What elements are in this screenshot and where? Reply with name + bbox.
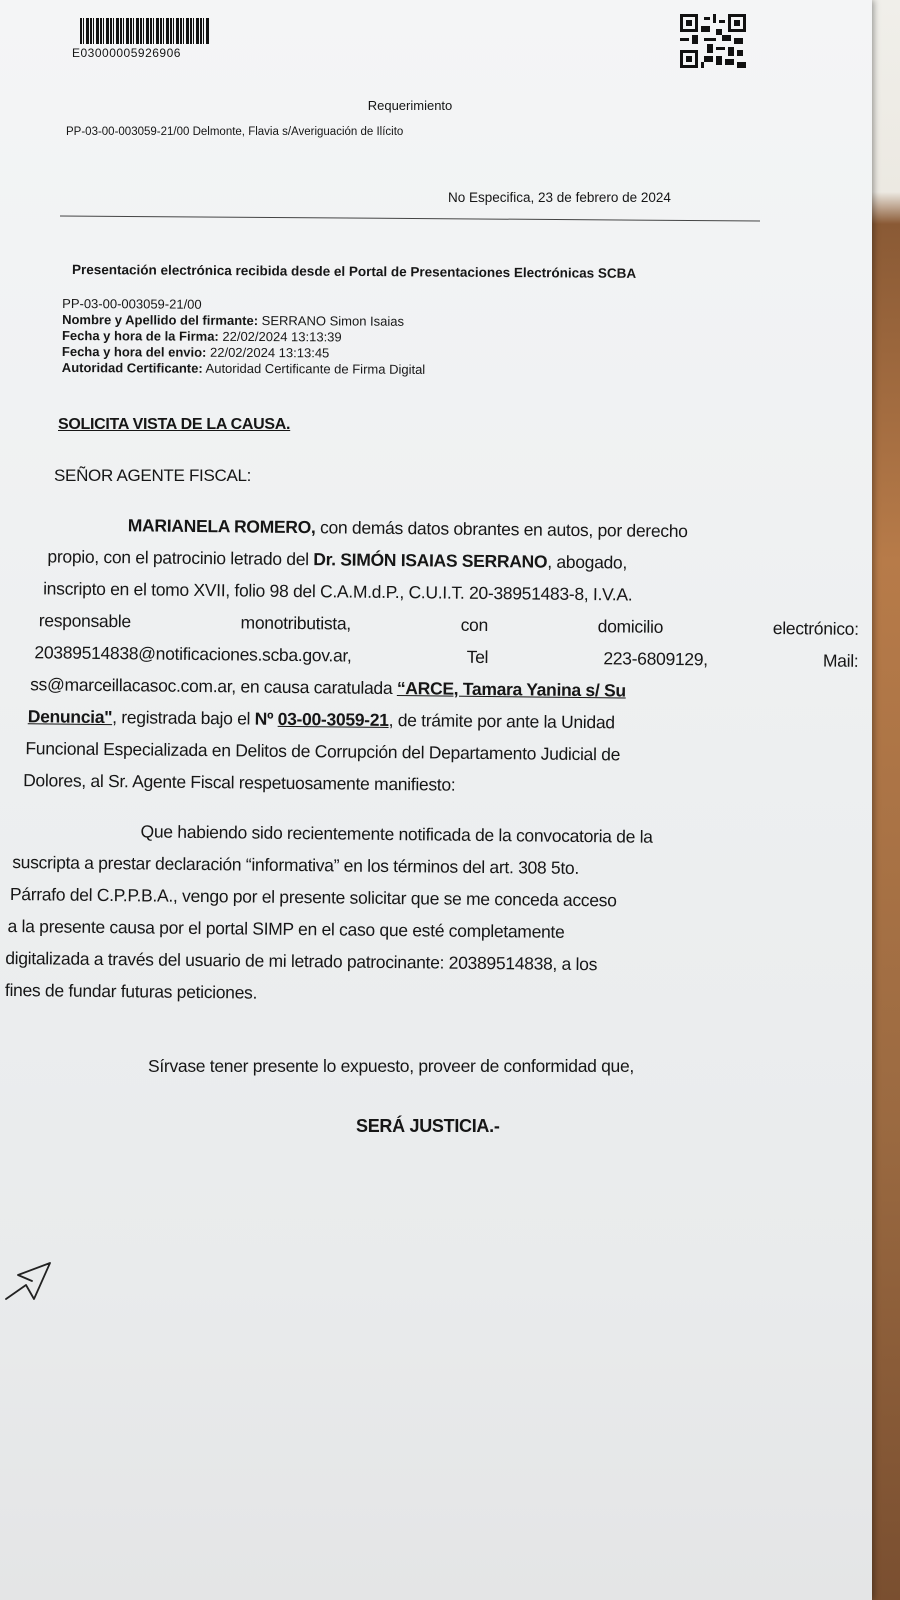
case-caption: “ARCE, Tamara Yanina s/ Su (396, 678, 626, 701)
body-word: electrónico: (772, 617, 859, 639)
authority-row (62, 360, 425, 378)
send-date-label: Fecha y hora del envio: (61, 343, 207, 360)
body-text: propio, con el patrocinio letrado del (47, 546, 314, 570)
sign-date-value: 22/02/2024 13:13:39 (218, 328, 342, 345)
body-line: inscripto en el tomo XVII, folio 98 del C.A.M.d.P., C.U.I.T. 20-38951483-8, I.V.A. (43, 578, 633, 605)
body-text: con demás datos obrantes en autos, por derecho (315, 517, 688, 542)
body-word: responsable (38, 610, 131, 632)
body-text: ss@marceillacasoc.com.ar, en causa caratulada (30, 674, 398, 699)
body-line: suscripta a prestar declaración “informativa” en los términos del art. 308 5to. (12, 852, 580, 878)
body-line: Que habiendo sido recientemente notificada de la convocatoria de la (140, 821, 653, 847)
portal-heading: Presentación electrónica recibida desde el Portal de Presentaciones Electrónicas SCBA (71, 262, 637, 281)
case-caption-end: Denuncia" (27, 706, 113, 728)
case-number: 03-00-3059-21 (277, 708, 389, 730)
requester-name: MARIANELA ROMERO, (127, 515, 316, 538)
body-word: con (460, 614, 489, 636)
body-word: monotributista, (240, 612, 351, 634)
closing-sentence: Sírvase tener presente lo expuesto, proveer de conformidad que, (148, 1056, 634, 1076)
document-date: No Especifica, 23 de febrero de 2024 (448, 190, 671, 205)
phone-number: 223-6809129, (603, 648, 708, 670)
send-date-value: 22/02/2024 13:13:45 (206, 344, 330, 361)
sign-date-row (62, 328, 425, 346)
barcode-number: E03000005926906 (72, 46, 181, 60)
salutation: SEÑOR AGENTE FISCAL: (54, 466, 252, 485)
signature-metadata (62, 296, 426, 378)
sign-date-label: Fecha y hora de la Firma: (61, 328, 219, 344)
underlying-page (870, 0, 900, 1600)
case-id: PP-03-00-003059-21/00 (62, 296, 202, 312)
body-line: Funcional Especializada en Delitos de Corrupción del Departamento Judicial de (25, 738, 621, 765)
divider (60, 216, 760, 222)
email-address: 20389514838@notificaciones.scba.gov.ar, (34, 642, 352, 666)
send-date-row (62, 344, 425, 362)
body-text: , abogado, (547, 551, 628, 573)
signer-row (62, 312, 425, 330)
body-line: Dolores, al Sr. Agente Fiscal respetuosamente manifiesto: (23, 770, 456, 795)
signer-label: Nombre y Apellido del firmante: (62, 312, 259, 329)
case-reference: PP-03-00-003059-21/00 Delmonte, Flavia s/Averiguación de Ilícito (66, 126, 404, 138)
body-line: Párrafo del C.P.P.B.A., vengo por el presente solicitar que se me conceda acceso (9, 884, 617, 911)
document-type-title: Requerimiento (367, 98, 453, 113)
lawyer-name: Dr. SIMÓN ISAIAS SERRANO (313, 549, 548, 572)
body-text: , de trámite por ante la Unidad (388, 709, 615, 733)
authority-label: Autoridad Certificante: (61, 359, 203, 376)
qr-code-icon (680, 14, 746, 68)
body-line: a la presente causa por el portal SIMP en el caso que esté completamente (7, 915, 565, 942)
body-word: Tel (466, 646, 489, 668)
signer-value: SERRANO Simon Isaias (258, 313, 405, 329)
body-text: , registrada bajo el (112, 707, 255, 729)
signature-mark-icon (4, 1255, 64, 1315)
barcode-icon (80, 18, 210, 44)
authority-value: Autoridad Certificante de Firma Digital (202, 360, 426, 377)
body-line: fines de fundar futuras peticiones. (4, 979, 258, 1003)
body-word: domicilio (597, 616, 664, 637)
closing-formula: SERÁ JUSTICIA.- (356, 1116, 500, 1136)
body-word: Mail: (822, 650, 859, 671)
letter-body (5, 508, 860, 1015)
number-sign: Nº (254, 708, 274, 729)
body-line: digitalizada a través del usuario de mi letrado patrocinante: 20389514838, a los (5, 947, 598, 975)
letter-subject: SOLICITA VISTA DE LA CAUSA. (58, 416, 291, 433)
